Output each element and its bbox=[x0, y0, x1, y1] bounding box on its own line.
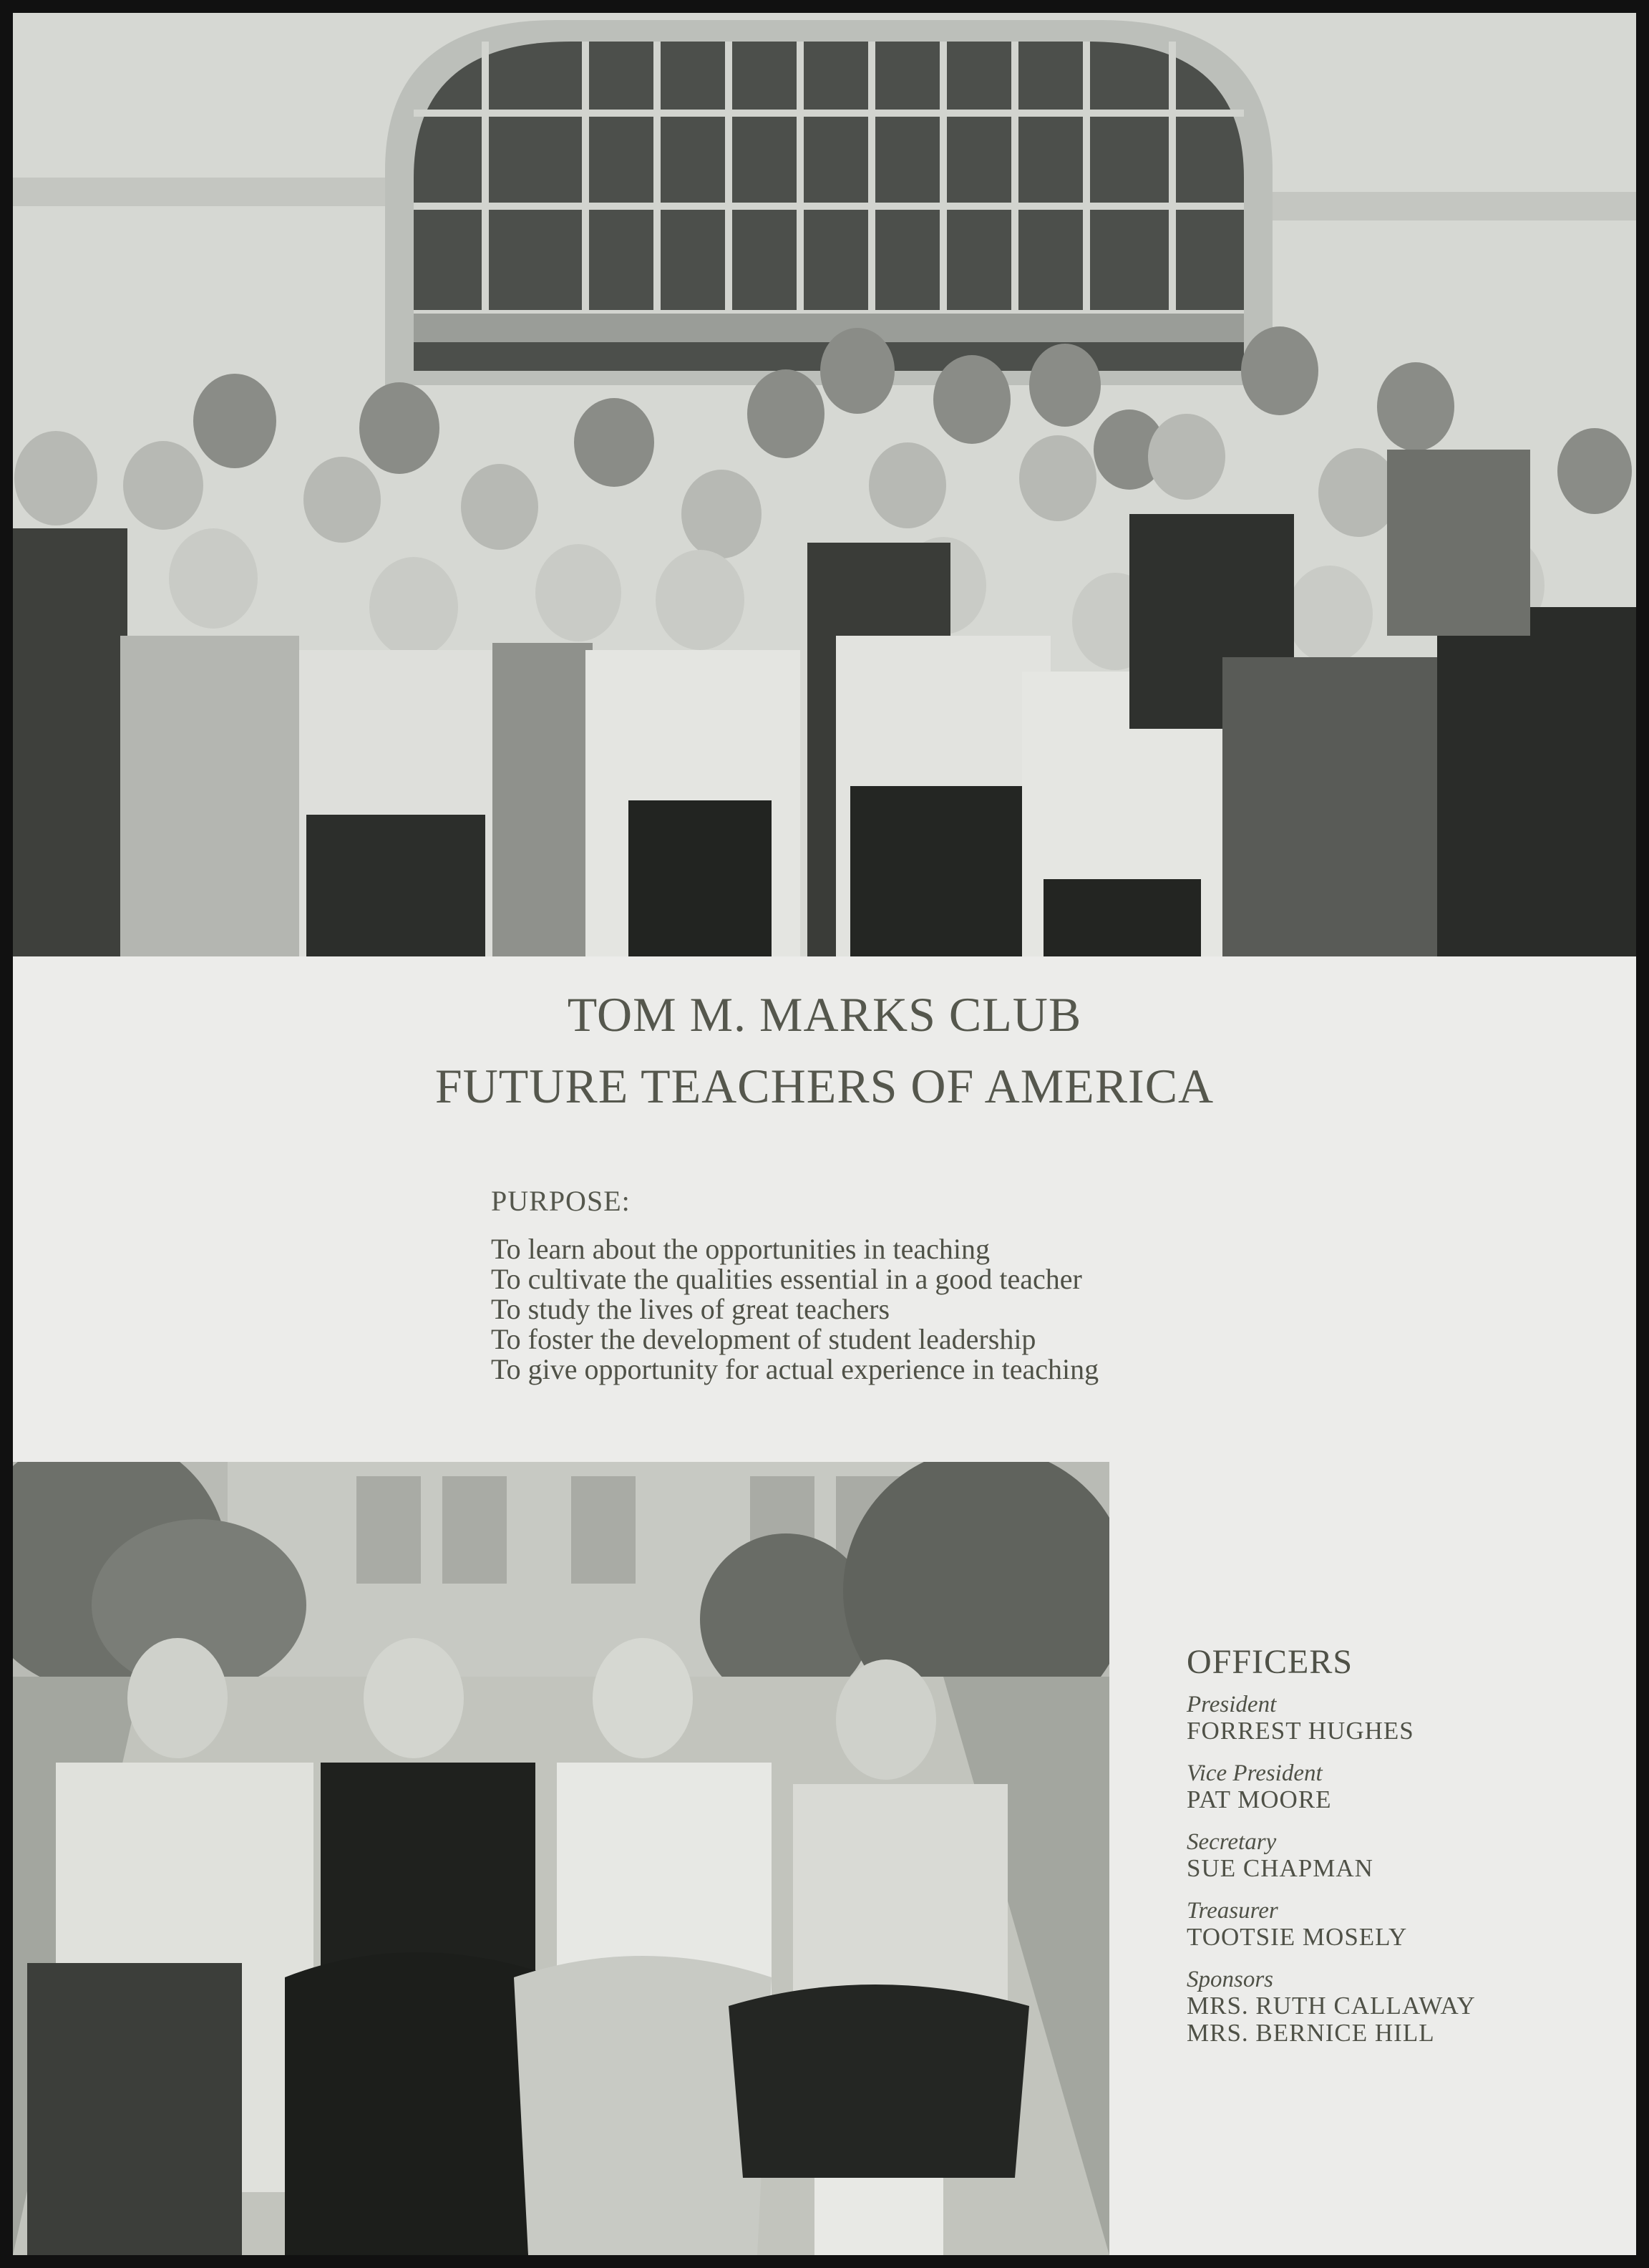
officer-name: FORREST HUGHES bbox=[1187, 1717, 1414, 1745]
officer-name: MRS. BERNICE HILL bbox=[1187, 2019, 1435, 2047]
officers-photo-illustration bbox=[13, 1462, 1109, 2255]
club-name: TOM M. MARKS CLUB bbox=[567, 987, 1082, 1042]
officer-role: Secretary bbox=[1187, 1829, 1277, 1855]
purpose-item: To foster the development of student leadership bbox=[491, 1323, 1036, 1355]
purpose-heading: PURPOSE: bbox=[491, 1185, 631, 1217]
purpose-item: To learn about the opportunities in teaching bbox=[491, 1233, 991, 1265]
officers-heading: OFFICERS bbox=[1187, 1643, 1353, 1681]
officer-treasurer bbox=[1187, 1898, 1616, 1951]
officers-section bbox=[1187, 1642, 1616, 2063]
purpose-list bbox=[491, 1234, 1099, 1385]
officer-secretary bbox=[1187, 1829, 1616, 1882]
officer-name: SUE CHAPMAN bbox=[1187, 1854, 1373, 1882]
officer-role: President bbox=[1187, 1692, 1277, 1717]
purpose-item: To study the lives of great teachers bbox=[491, 1293, 890, 1325]
group-photo-illustration bbox=[13, 13, 1636, 956]
purpose-item: To cultivate the qualities essential in a good teacher bbox=[491, 1263, 1082, 1295]
officer-role: Vice President bbox=[1187, 1760, 1323, 1786]
officer-name: MRS. RUTH CALLAWAY bbox=[1187, 1992, 1476, 2020]
officer-name: PAT MOORE bbox=[1187, 1785, 1332, 1813]
officer-vice-president bbox=[1187, 1760, 1616, 1813]
officer-name: TOOTSIE MOSELY bbox=[1187, 1923, 1408, 1951]
officer-sponsors bbox=[1187, 1967, 1616, 2047]
purpose-item: To give opportunity for actual experience in teaching bbox=[491, 1353, 1099, 1385]
officer-role: Sponsors bbox=[1187, 1967, 1274, 1992]
officer-role: Treasurer bbox=[1187, 1898, 1278, 1924]
organization-name: FUTURE TEACHERS OF AMERICA bbox=[434, 1059, 1215, 1113]
group-photo bbox=[13, 13, 1636, 956]
officer-president bbox=[1187, 1692, 1616, 1745]
officers-photo bbox=[13, 1462, 1109, 2255]
yearbook-page bbox=[13, 13, 1636, 2255]
